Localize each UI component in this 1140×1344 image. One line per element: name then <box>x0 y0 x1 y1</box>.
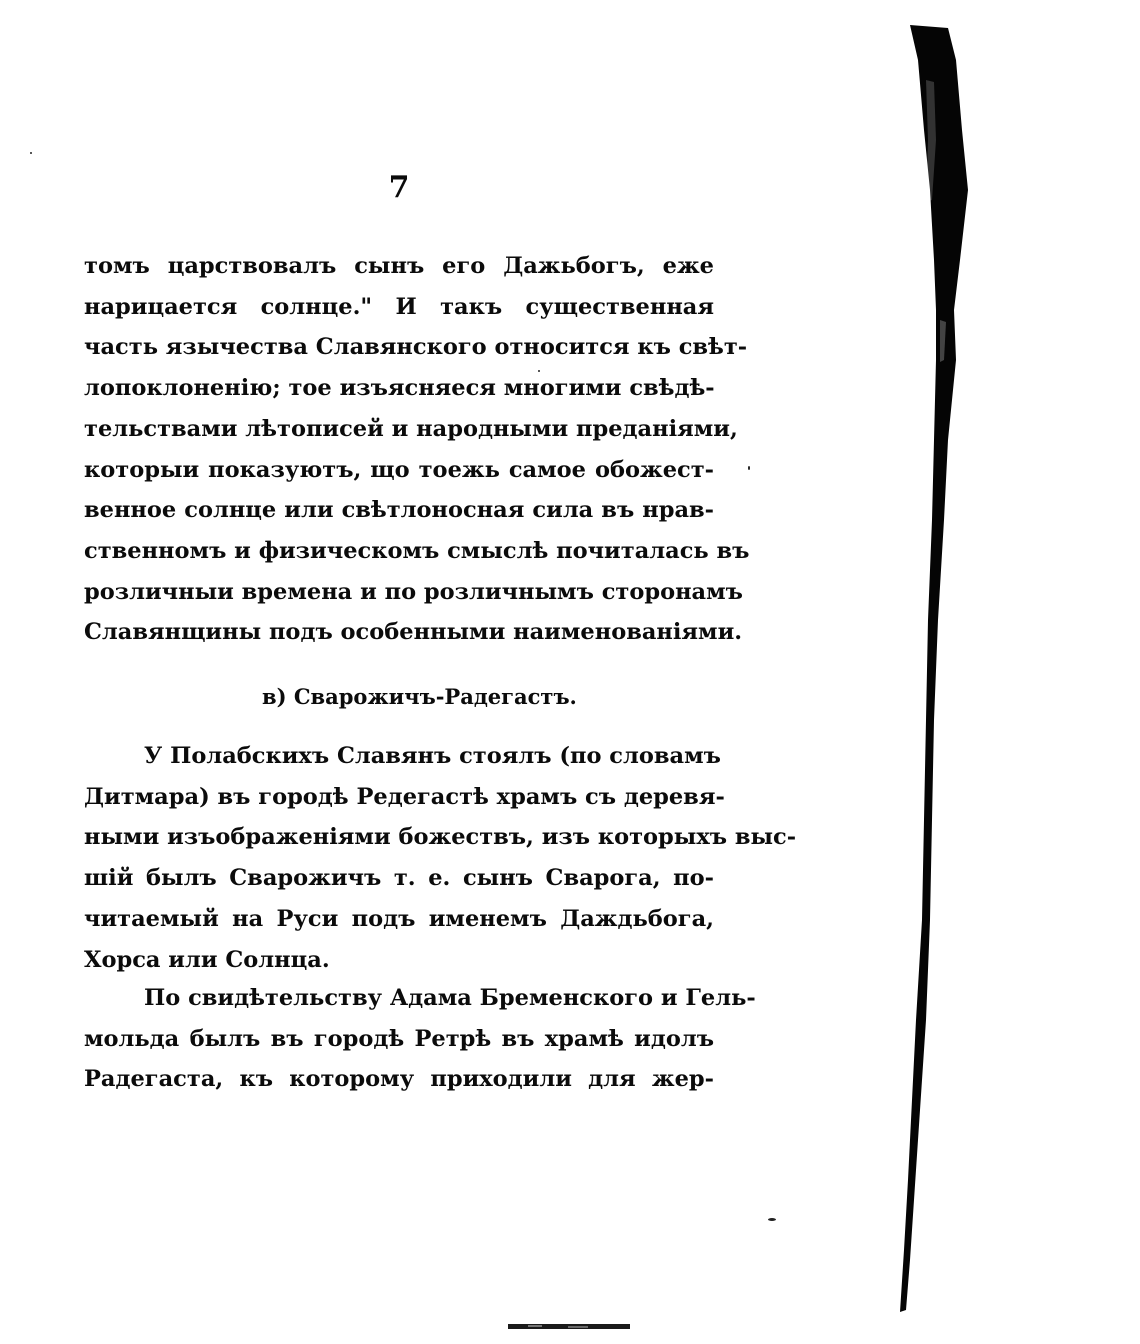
scan-speck <box>30 152 32 154</box>
text-line: нарицается солнце." И такъ существенная <box>84 293 714 320</box>
paragraph-3 <box>84 978 756 1100</box>
text-line: лопоклоненію; тое изъясняеся многими свѣдѣ- <box>84 375 715 402</box>
section-heading: в) Сварожичъ-Радегастъ. <box>262 684 577 709</box>
paragraph-1 <box>84 246 750 653</box>
text-line: читаемый на Руси подъ именемъ Даждьбога, <box>84 905 714 932</box>
scan-speck <box>538 370 540 372</box>
page-number: 7 <box>388 170 410 205</box>
text-line: Дитмара) въ городѣ Редегастѣ храмъ съ деревя- <box>84 783 725 810</box>
text-line: шій былъ Сварожичъ т. е. сынъ Сварога, по- <box>84 865 714 892</box>
text-line: часть язычества Славянского относится къ свѣт- <box>84 334 748 361</box>
text-line: венное солнце или свѣтлоносная сила въ нрав- <box>84 497 714 524</box>
scanned-binding-edge <box>896 20 986 1320</box>
text-line: томъ царствовалъ сынъ его Дажьбогъ, еже <box>84 253 714 279</box>
text-line: Славянщины подъ особенными наименованіями. <box>84 619 743 646</box>
paragraph-2 <box>84 736 797 980</box>
text-line: мольда былъ въ городѣ Ретрѣ въ храмѣ идолъ <box>84 1025 714 1052</box>
text-line: По свидѣтельству Адама Бременского и Гель- <box>144 985 756 1011</box>
text-line: ственномъ и физическомъ смыслѣ почиталась въ <box>84 537 750 564</box>
text-line: У Полабскихъ Славянъ стоялъ (по словамъ <box>144 743 721 769</box>
text-line: которыи показуютъ, що тоежь самое обожест- <box>84 456 714 483</box>
scan-speck <box>748 466 750 470</box>
text-line: розличныи времена и по розличнымъ сторонамъ <box>84 578 743 605</box>
text-line: тельствами лѣтописей и народными преданіями, <box>84 415 738 442</box>
text-line: Хорса или Солнца. <box>84 946 330 973</box>
scan-artifact-bar <box>508 1323 630 1331</box>
text-line: ными изъображеніями божествъ, изъ которыхъ выс- <box>84 824 797 851</box>
scan-speck <box>768 1218 776 1221</box>
text-line: Радегаста, къ которому приходили для жер- <box>84 1066 714 1093</box>
